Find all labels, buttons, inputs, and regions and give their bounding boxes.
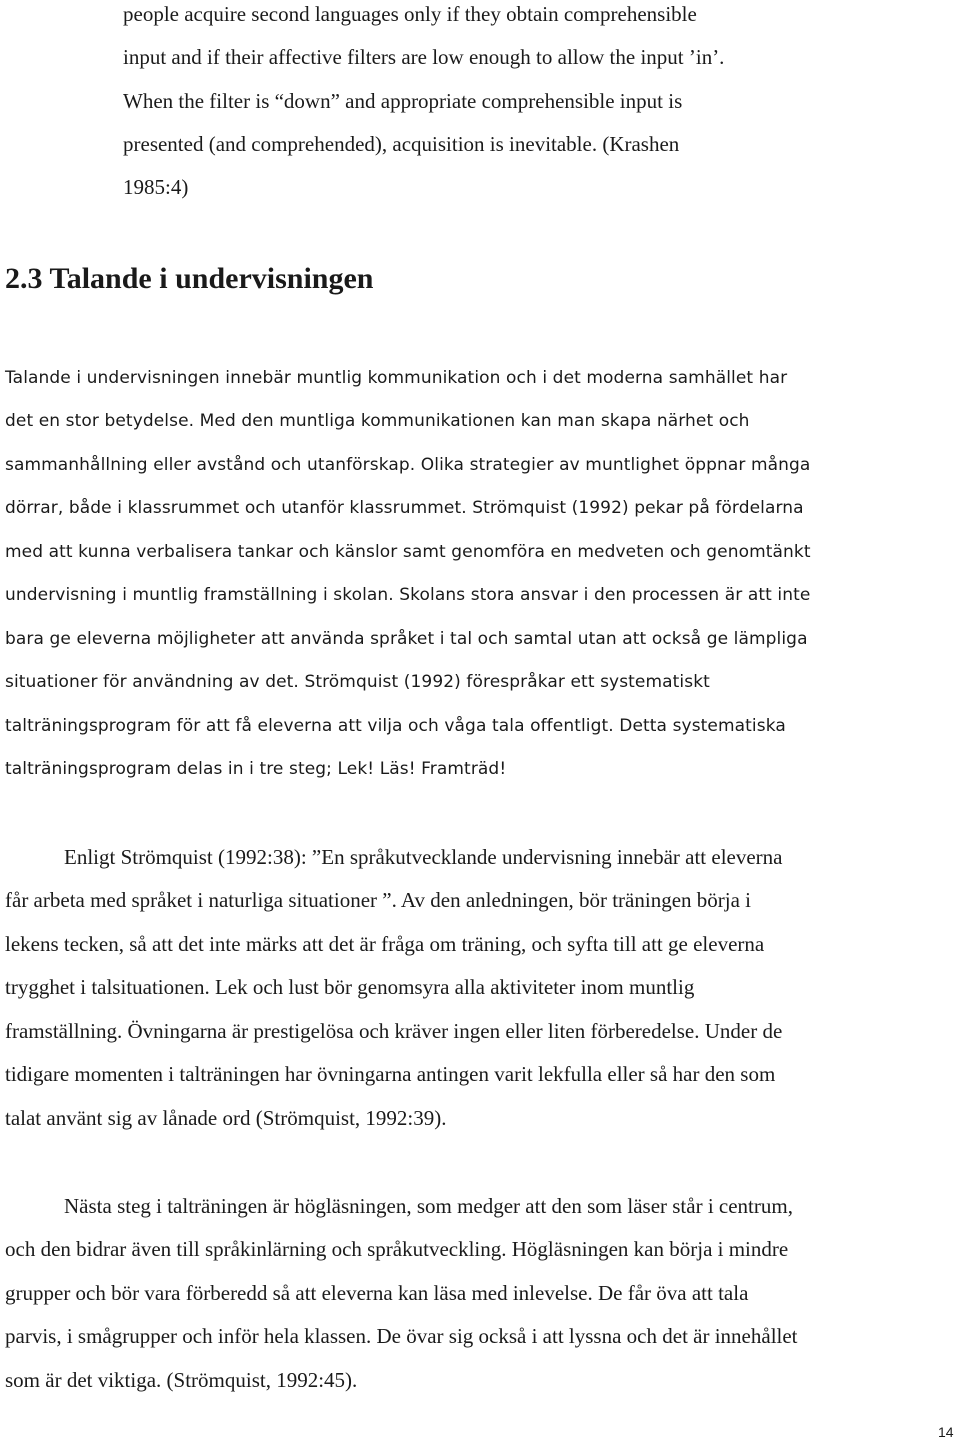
quote-line: 1985:4) [123, 175, 189, 199]
paragraph-line: talträningsprogram för att få eleverna att vilja och våga tala offentligt. Detta systematiska [5, 716, 786, 736]
paragraph-line: framställning. Övningarna är prestigelösa och kräver ingen eller liten förberedelse. Under de [5, 1019, 783, 1043]
paragraph-line: Enligt Strömquist (1992:38): ”En språkutvecklande undervisning innebär att eleverna [64, 845, 783, 869]
paragraph-line: som är det viktiga. (Strömquist, 1992:45). [5, 1368, 358, 1392]
paragraph-line: talat använt sig av lånade ord (Strömquist, 1992:39). [5, 1106, 447, 1130]
paragraph-line: det en stor betydelse. Med den muntliga kommunikationen kan man skapa närhet och [5, 411, 750, 431]
paragraph-line: talträningsprogram delas in i tre steg; Lek! Läs! Framträd! [5, 759, 507, 779]
paragraph-line: parvis, i smågrupper och inför hela klassen. De övar sig också i att lyssna och det är innehållet [5, 1324, 798, 1348]
paragraph-line: Nästa steg i talträningen är högläsningen, som medger att den som läser står i centrum, [64, 1194, 793, 1218]
paragraph-line: bara ge eleverna möjligheter att använda språket i tal och samtal utan att också ge lämpliga [5, 629, 808, 649]
paragraph-line: med att kunna verbalisera tankar och känslor samt genomföra en medveten och genomtänkt [5, 542, 811, 562]
quote-line: presented (and comprehended), acquisition is inevitable. (Krashen [123, 132, 680, 156]
paragraph-line: får arbeta med språket i naturliga situationer ”. Av den anledningen, bör träningen börja i [5, 888, 752, 912]
paragraph-line: lekens tecken, så att det inte märks att det är fråga om träning, och syfta till att ge eleverna [5, 932, 765, 956]
section-heading: 2.3 Talande i undervisningen [5, 262, 374, 295]
quote-line: people acquire second languages only if they obtain comprehensible [123, 2, 697, 26]
quote-line: When the filter is “down” and appropriate comprehensible input is [123, 89, 683, 113]
paragraph-line: situationer för användning av det. Strömquist (1992) förespråkar ett systematiskt [5, 672, 710, 692]
paragraph-line: dörrar, både i klassrummet och utanför klassrummet. Strömquist (1992) pekar på fördelarna [5, 498, 804, 518]
paragraph-line: Talande i undervisningen innebär muntlig kommunikation och i det moderna samhället har [5, 368, 788, 388]
paragraph-line: tidigare momenten i talträningen har övningarna antingen varit lekfulla eller så har den som [5, 1062, 776, 1086]
quote-line: input and if their affective filters are low enough to allow the input ’in’. [123, 45, 725, 69]
paragraph-line: sammanhållning eller avstånd och utanförskap. Olika strategier av muntlighet öppnar många [5, 455, 811, 475]
paragraph-line: och den bidrar även till språkinlärning och språkutveckling. Högläsningen kan börja i mindre [5, 1237, 789, 1261]
paragraph-line: undervisning i muntlig framställning i skolan. Skolans stora ansvar i den processen är att inte [5, 585, 811, 605]
paragraph-line: grupper och bör vara förberedd så att eleverna kan läsa med inlevelse. De får öva att tala [5, 1281, 749, 1305]
paragraph-line: trygghet i talsituationen. Lek och lust bör genomsyra alla aktiviteter inom muntlig [5, 975, 695, 999]
page-number: 14 [938, 1424, 954, 1440]
